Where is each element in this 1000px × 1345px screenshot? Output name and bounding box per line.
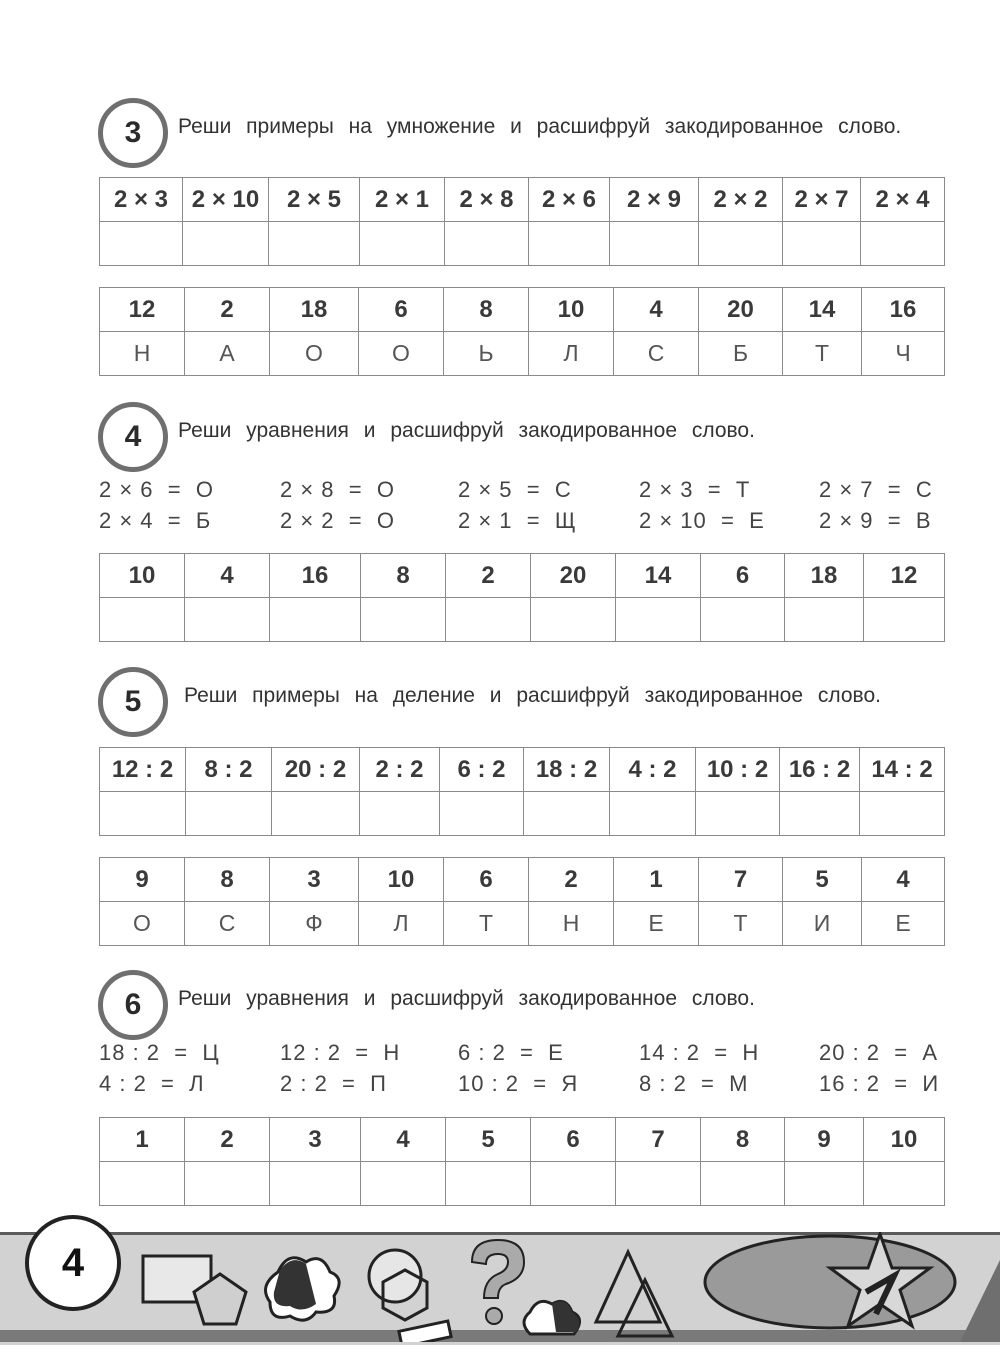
task-instruction: Реши уравнения и расшифруй закодированное слово. [178, 419, 755, 442]
task-instruction: Реши примеры на умножение и расшифруй закодированное слово. [178, 115, 902, 138]
key-number: 6 [444, 858, 529, 902]
equation: 16 : 2 = И [819, 1071, 940, 1096]
task6-answer-table [99, 1117, 945, 1206]
key-number: 18 [270, 288, 359, 332]
answer-cell[interactable] [864, 1162, 945, 1206]
answer-number: 3 [270, 1118, 361, 1162]
key-letter: Е [614, 902, 699, 946]
answer-cell[interactable] [860, 792, 945, 836]
answer-cell[interactable] [785, 598, 864, 642]
example-cell: 20 : 2 [272, 748, 360, 792]
triangles-shape-icon [596, 1252, 672, 1336]
answer-cell[interactable] [100, 222, 183, 266]
answer-cell[interactable] [529, 222, 610, 266]
key-number: 14 [783, 288, 862, 332]
answer-cell[interactable] [445, 222, 529, 266]
example-cell: 14 : 2 [860, 748, 945, 792]
key-letter: Т [783, 332, 862, 376]
example-cell: 2 × 4 [861, 178, 945, 222]
key-number: 10 [529, 288, 614, 332]
key-number: 2 [185, 288, 270, 332]
key-number: 4 [862, 858, 945, 902]
example-cell: 2 × 2 [699, 178, 783, 222]
equation: 2 × 6 = О [99, 477, 214, 502]
equation: 10 : 2 = Я [458, 1071, 579, 1096]
key-number: 8 [185, 858, 270, 902]
example-cell: 18 : 2 [524, 748, 610, 792]
footer-decoration [0, 1232, 1000, 1342]
equation: 2 × 5 = С [458, 477, 572, 502]
equation: 2 × 2 = О [280, 508, 395, 533]
answer-number: 6 [701, 554, 785, 598]
example-cell: 10 : 2 [696, 748, 780, 792]
key-letter: А [185, 332, 270, 376]
answer-number: 18 [785, 554, 864, 598]
example-cell: 2 × 5 [269, 178, 360, 222]
example-cell: 2 : 2 [360, 748, 440, 792]
answer-number: 8 [701, 1118, 785, 1162]
task-number-badge: 5 [98, 667, 168, 737]
key-letter: Т [699, 902, 783, 946]
key-number: 16 [862, 288, 945, 332]
task3-key-table [99, 287, 945, 376]
equation: 18 : 2 = Ц [99, 1040, 220, 1065]
example-cell: 2 × 6 [529, 178, 610, 222]
answer-cell[interactable] [783, 222, 861, 266]
answer-number: 8 [361, 554, 446, 598]
answer-cell[interactable] [270, 598, 361, 642]
answer-number: 10 [864, 1118, 945, 1162]
task-instruction: Реши примеры на деление и расшифруй закодированное слово. [184, 684, 881, 707]
equation: 2 × 9 = В [819, 508, 932, 533]
key-letter: О [270, 332, 359, 376]
example-cell: 2 × 1 [360, 178, 445, 222]
answer-cell[interactable] [610, 222, 699, 266]
task6-header [98, 970, 958, 1040]
answer-number: 20 [531, 554, 616, 598]
answer-cell[interactable] [780, 792, 860, 836]
example-cell: 12 : 2 [100, 748, 186, 792]
answer-number: 14 [616, 554, 701, 598]
key-letter: Б [699, 332, 783, 376]
answer-number: 1 [100, 1118, 185, 1162]
example-cell: 2 × 8 [445, 178, 529, 222]
task5-examples-table [99, 747, 945, 836]
key-letter: Ь [444, 332, 529, 376]
answer-cell[interactable] [183, 222, 269, 266]
key-number: 8 [444, 288, 529, 332]
answer-number: 16 [270, 554, 361, 598]
equation: 2 × 3 = Т [639, 477, 751, 502]
example-cell: 2 × 9 [610, 178, 699, 222]
cloud-shape-icon [266, 1258, 340, 1320]
key-letter: Т [444, 902, 529, 946]
corner-triangle-shape-icon [960, 1260, 1000, 1342]
answer-cell[interactable] [361, 598, 446, 642]
key-letter: О [359, 332, 444, 376]
key-number: 4 [614, 288, 699, 332]
answer-cell[interactable] [100, 598, 185, 642]
answer-number: 4 [185, 554, 270, 598]
answer-cell[interactable] [616, 1162, 701, 1206]
answer-number: 7 [616, 1118, 701, 1162]
answer-cell[interactable] [861, 222, 945, 266]
example-cell: 2 × 10 [183, 178, 269, 222]
key-letter: И [783, 902, 862, 946]
key-letter: Н [529, 902, 614, 946]
task3-header [98, 98, 958, 168]
answer-number: 6 [531, 1118, 616, 1162]
answer-cell[interactable] [272, 792, 360, 836]
answer-cell[interactable] [785, 1162, 864, 1206]
answer-cell[interactable] [446, 598, 531, 642]
task5-key-table [99, 857, 945, 946]
answer-cell[interactable] [185, 1162, 270, 1206]
key-letter: Н [100, 332, 185, 376]
task-instruction: Реши уравнения и расшифруй закодированное слово. [178, 987, 755, 1010]
equation: 2 × 4 = Б [99, 508, 212, 533]
key-number: 1 [614, 858, 699, 902]
answer-number: 9 [785, 1118, 864, 1162]
example-cell: 4 : 2 [610, 748, 696, 792]
answer-cell[interactable] [616, 598, 701, 642]
key-number: 20 [699, 288, 783, 332]
key-letter: Ч [862, 332, 945, 376]
answer-number: 2 [185, 1118, 270, 1162]
task4-equations [99, 477, 959, 539]
equation: 4 : 2 = Л [99, 1071, 205, 1096]
key-number: 6 [359, 288, 444, 332]
example-cell: 6 : 2 [440, 748, 524, 792]
task5-header [98, 667, 958, 737]
answer-cell[interactable] [701, 1162, 785, 1206]
answer-cell[interactable] [360, 792, 440, 836]
key-letter: Л [529, 332, 614, 376]
task3-examples-table [99, 177, 945, 266]
answer-cell[interactable] [524, 792, 610, 836]
equation: 2 × 8 = О [280, 477, 395, 502]
example-cell: 2 × 7 [783, 178, 861, 222]
key-letter: О [100, 902, 185, 946]
answer-cell[interactable] [446, 1162, 531, 1206]
task-number-badge: 6 [98, 970, 168, 1040]
equation: 14 : 2 = Н [639, 1040, 760, 1065]
answer-cell[interactable] [100, 792, 186, 836]
key-letter: Л [359, 902, 444, 946]
question-mark-icon [472, 1240, 524, 1324]
answer-cell[interactable] [531, 598, 616, 642]
example-cell: 8 : 2 [186, 748, 272, 792]
answer-cell[interactable] [100, 1162, 185, 1206]
answer-cell[interactable] [531, 1162, 616, 1206]
answer-cell[interactable] [696, 792, 780, 836]
task-number-badge: 3 [98, 98, 168, 168]
answer-cell[interactable] [440, 792, 524, 836]
equation: 2 × 10 = Е [639, 508, 765, 533]
answer-cell[interactable] [185, 598, 270, 642]
key-letter: Е [862, 902, 945, 946]
equation: 2 × 7 = С [819, 477, 933, 502]
key-letter: Ф [270, 902, 359, 946]
equation: 20 : 2 = А [819, 1040, 939, 1065]
task6-equations [99, 1040, 959, 1102]
answer-cell[interactable] [361, 1162, 446, 1206]
answer-number: 2 [446, 554, 531, 598]
key-number: 7 [699, 858, 783, 902]
answer-cell[interactable] [269, 222, 360, 266]
answer-cell[interactable] [610, 792, 696, 836]
key-number: 5 [783, 858, 862, 902]
equation: 12 : 2 = Н [280, 1040, 401, 1065]
equation: 2 × 1 = Щ [458, 508, 577, 533]
answer-number: 4 [361, 1118, 446, 1162]
circle-hexagon-shape-icon [369, 1250, 427, 1320]
task4-answer-table [99, 553, 945, 642]
answer-cell[interactable] [186, 792, 272, 836]
answer-number: 12 [864, 554, 945, 598]
equation: 8 : 2 = М [639, 1071, 749, 1096]
answer-cell[interactable] [699, 222, 783, 266]
answer-cell[interactable] [360, 222, 445, 266]
key-letter: С [185, 902, 270, 946]
key-number: 2 [529, 858, 614, 902]
answer-cell[interactable] [864, 598, 945, 642]
equation: 6 : 2 = Е [458, 1040, 564, 1065]
key-number: 9 [100, 858, 185, 902]
equation: 2 : 2 = П [280, 1071, 387, 1096]
key-number: 12 [100, 288, 185, 332]
cloud-small-shape-icon [524, 1301, 580, 1334]
example-cell: 16 : 2 [780, 748, 860, 792]
example-cell: 2 × 3 [100, 178, 183, 222]
answer-cell[interactable] [701, 598, 785, 642]
task4-header [98, 402, 958, 472]
book-shape-icon [399, 1321, 451, 1342]
key-letter: С [614, 332, 699, 376]
key-number: 10 [359, 858, 444, 902]
answer-number: 5 [446, 1118, 531, 1162]
oval-star-shape-icon [705, 1234, 955, 1328]
key-number: 3 [270, 858, 359, 902]
answer-cell[interactable] [270, 1162, 361, 1206]
page-number: 4 [25, 1215, 121, 1311]
task-number-badge: 4 [98, 402, 168, 472]
answer-number: 10 [100, 554, 185, 598]
